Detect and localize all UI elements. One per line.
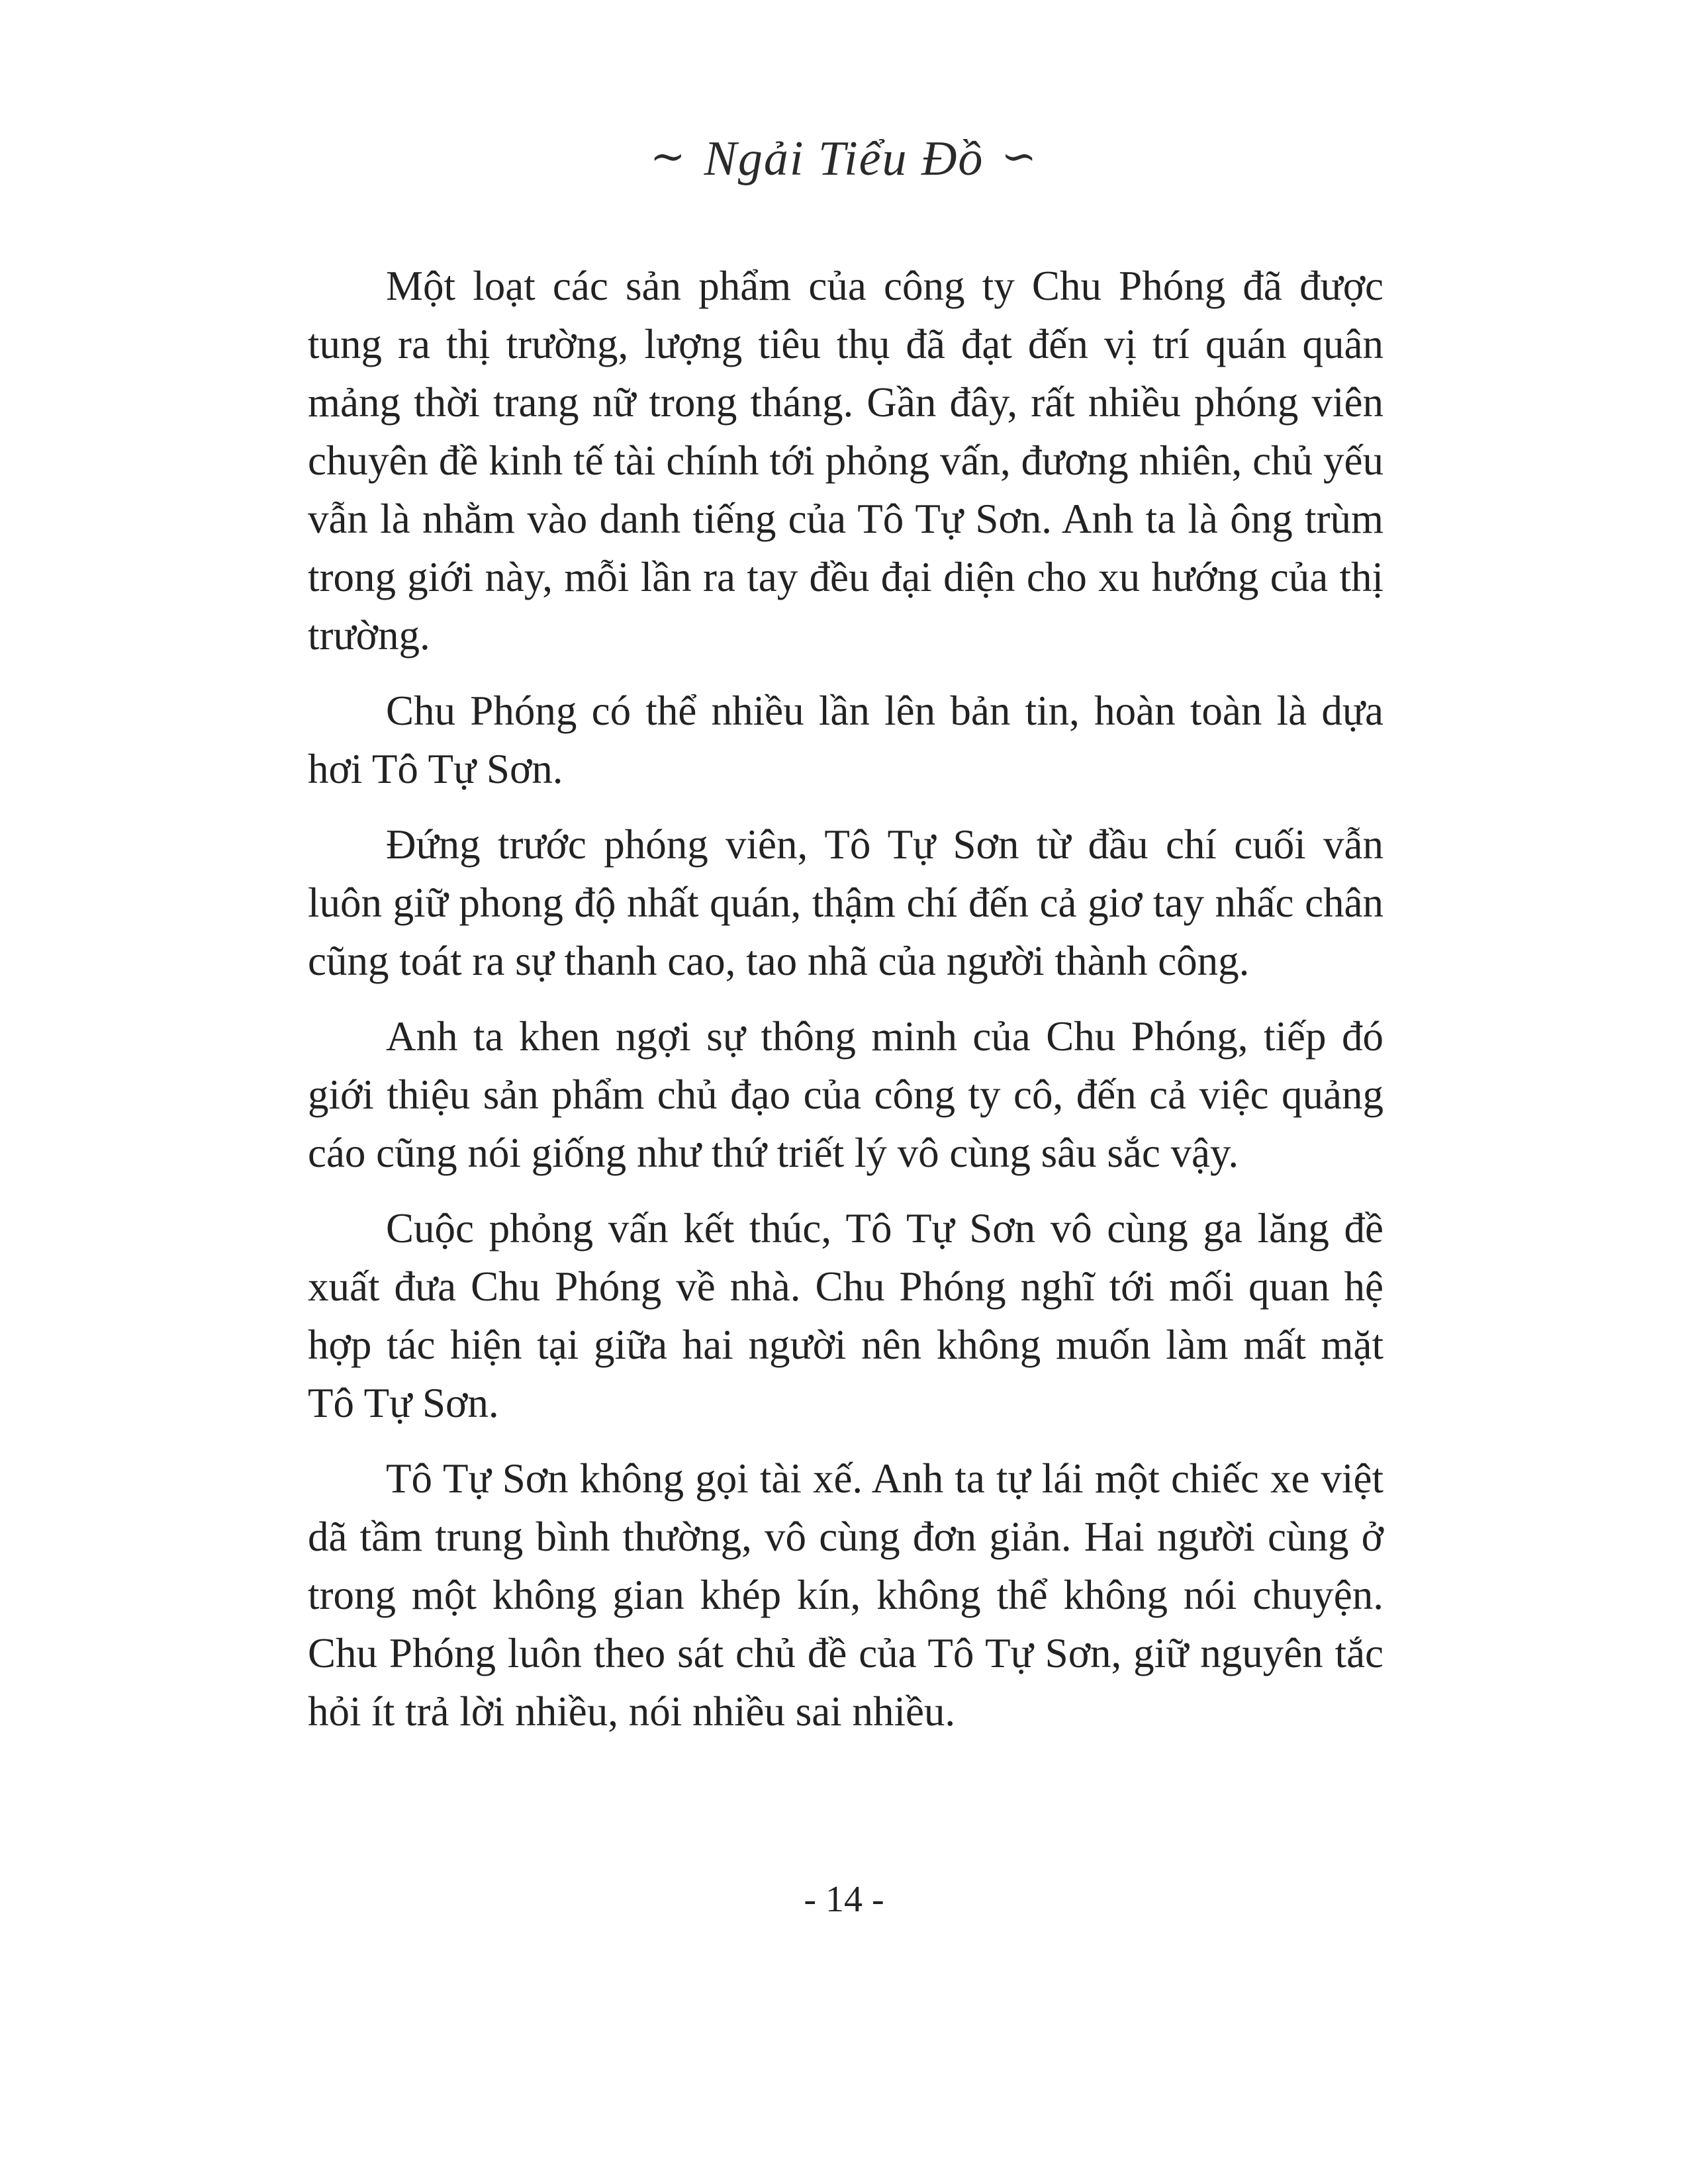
- flourish-right-icon: ∽: [1001, 133, 1039, 180]
- paragraph: Chu Phóng có thể nhiều lần lên bản tin, hoàn toàn là dựa hơi Tô Tự Sơn.: [308, 688, 1383, 792]
- page-number: - 14 -: [804, 1879, 884, 1920]
- paragraph: Anh ta khen ngợi sự thông minh của Chu Phóng, tiếp đó giới thiệu sản phẩm chủ đạo của công ty cô, đến cả việc quảng cáo cũng nói giống như thứ triết lý vô cùng sâu sắc vậy.: [308, 1013, 1383, 1176]
- paragraph: Đứng trước phóng viên, Tô Tự Sơn từ đầu chí cuối vẫn luôn giữ phong độ nhất quán, thậm chí đến cả giơ tay nhấc chân cũng toát ra sự thanh cao, tao nhã của người thành công.: [308, 821, 1383, 984]
- body-text: [308, 257, 1383, 1758]
- paragraph: Cuộc phỏng vấn kết thúc, Tô Tự Sơn vô cùng ga lăng đề xuất đưa Chu Phóng về nhà. Chu Phóng nghĩ tới mối quan hệ hợp tác hiện tại giữa hai người nên không muốn làm mất mặt Tô Tự Sơn.: [308, 1205, 1383, 1426]
- flourish-left-icon: ∼: [649, 133, 687, 180]
- page-header: [0, 131, 1688, 187]
- paragraph: Tô Tự Sơn không gọi tài xế. Anh ta tự lái một chiếc xe việt dã tầm trung bình thường, vô cùng đơn giản. Hai người cùng ở trong một không gian khép kín, không thể không nói chuyện. Chu Phóng luôn theo sát chủ đề của Tô Tự Sơn, giữ nguyên tắc hỏi ít trả lời nhiều, nói nhiều sai nhiều.: [308, 1455, 1383, 1735]
- header-title: Ngải Tiểu Đồ: [704, 132, 984, 186]
- paragraph: Một loạt các sản phẩm của công ty Chu Phóng đã được tung ra thị trường, lượng tiêu thụ đã đạt đến vị trí quán quân mảng thời trang nữ trong tháng. Gần đây, rất nhiều phóng viên chuyên đề kinh tế tài chính tới phỏng vấn, đương nhiên, chủ yếu vẫn là nhằm vào danh tiếng của Tô Tự Sơn. Anh ta là ông trùm trong giới này, mỗi lần ra tay đều đại diện cho xu hướng của thị trường.: [308, 263, 1383, 659]
